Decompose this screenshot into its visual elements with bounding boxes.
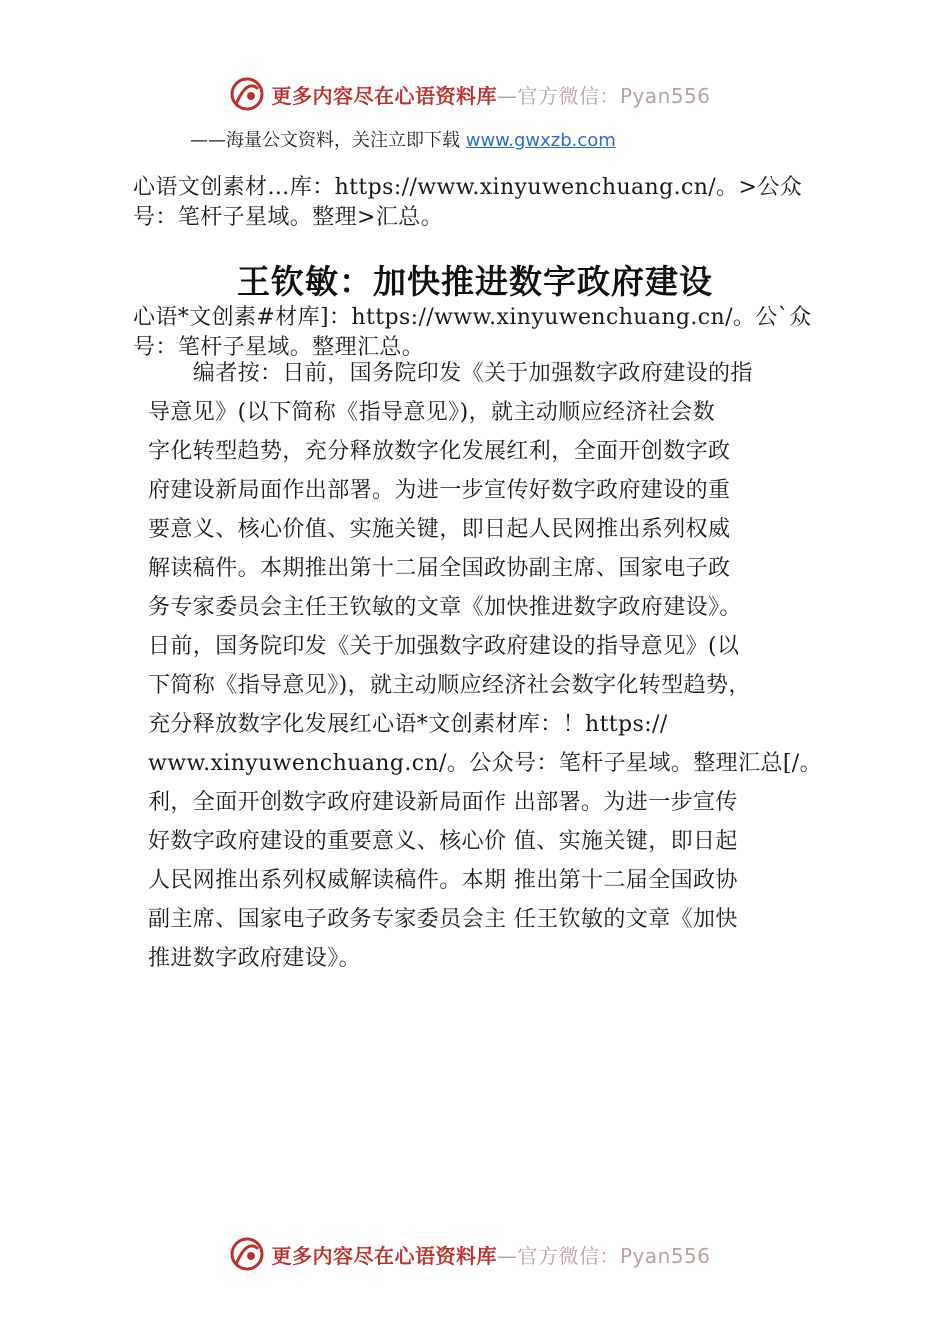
body-line: 充分释放数字化发展红心语*文创素材库：！https:// <box>148 712 668 737</box>
body-line: 编者按：日前，国务院印发《关于加强数字政府建设的指 <box>148 361 753 386</box>
footer-banner-text <box>271 1240 710 1269</box>
body-line: 推进数字政府建设》。 <box>148 946 362 971</box>
page-title: 王钦敏：加快推进数字政府建设 <box>237 262 713 301</box>
header-banner-dash: —官方微信： <box>496 83 620 108</box>
footer-banner-title: 更多内容尽在心语资料库 <box>271 1243 497 1268</box>
sub-banner-text: ——海量公文资料，关注立即下载 <box>190 130 466 151</box>
header-banner <box>0 72 950 116</box>
body-line: 好数字政府建设的重要意义、核心价 值、实施关键，即日起 <box>148 829 738 854</box>
watermark-line: 号：笔杆子星域。整理汇总。 <box>133 335 425 360</box>
footer-banner-wechat: Pyan556 <box>619 1243 711 1268</box>
body-line: 解读稿件。本期推出第十二届全国政协副主席、国家电子政 <box>148 556 731 581</box>
intro-line: 号：笔杆子星域。整理>汇总。 <box>133 205 444 230</box>
body-line: 字化转型趋势，充分释放数字化发展红利，全面开创数字政 <box>148 439 731 464</box>
body-line: 人民网推出系列权威解读稿件。本期 推出第十二届全国政协 <box>148 868 738 893</box>
body-line: 下简称《指导意见》)，就主动顺应经济社会数字化转型趋势， <box>148 673 751 698</box>
brand-logo-icon <box>229 76 265 112</box>
intro-line: 心语文创素材…库：https://www.xinyuwenchuang.cn/。>公众 <box>133 175 803 200</box>
body-line: 导意见》(以下简称《指导意见》)，就主动顺应经济社会数 <box>148 400 715 425</box>
brand-logo-icon <box>229 1236 265 1272</box>
body-line: www.xinyuwenchuang.cn/。公众号：笔杆子星域。整理汇总[/。 <box>148 751 823 776</box>
footer-banner-dash: —官方微信： <box>496 1243 620 1268</box>
body-line: 务专家委员会主任王钦敏的文章《加快推进数字政府建设》。 <box>148 595 742 620</box>
header-banner-inner <box>229 76 710 112</box>
watermark-line: 心语*文创素#材库]：https://www.xinyuwenchuang.cn/。公`众 <box>133 305 812 330</box>
header-banner-title: 更多内容尽在心语资料库 <box>271 83 497 108</box>
footer-banner <box>0 1232 950 1276</box>
body-line: 利，全面开创数字政府建设新局面作 出部署。为进一步宣传 <box>148 790 738 815</box>
sub-banner-link[interactable]: www.gwxzb.com <box>465 130 616 151</box>
sub-banner <box>190 126 616 152</box>
body-line: 副主席、国家电子政务专家委员会主 任王钦敏的文章《加快 <box>148 907 738 932</box>
header-banner-text <box>271 80 710 109</box>
body-line: 日前，国务院印发《关于加强数字政府建设的指导意见》(以 <box>148 634 740 659</box>
footer-banner-inner <box>229 1236 710 1272</box>
body-line: 府建设新局面作出部署。为进一步宣传好数字政府建设的重 <box>148 478 731 503</box>
body-line: 要意义、核心价值、实施关键，即日起人民网推出系列权威 <box>148 517 731 542</box>
header-banner-wechat: Pyan556 <box>619 83 711 108</box>
